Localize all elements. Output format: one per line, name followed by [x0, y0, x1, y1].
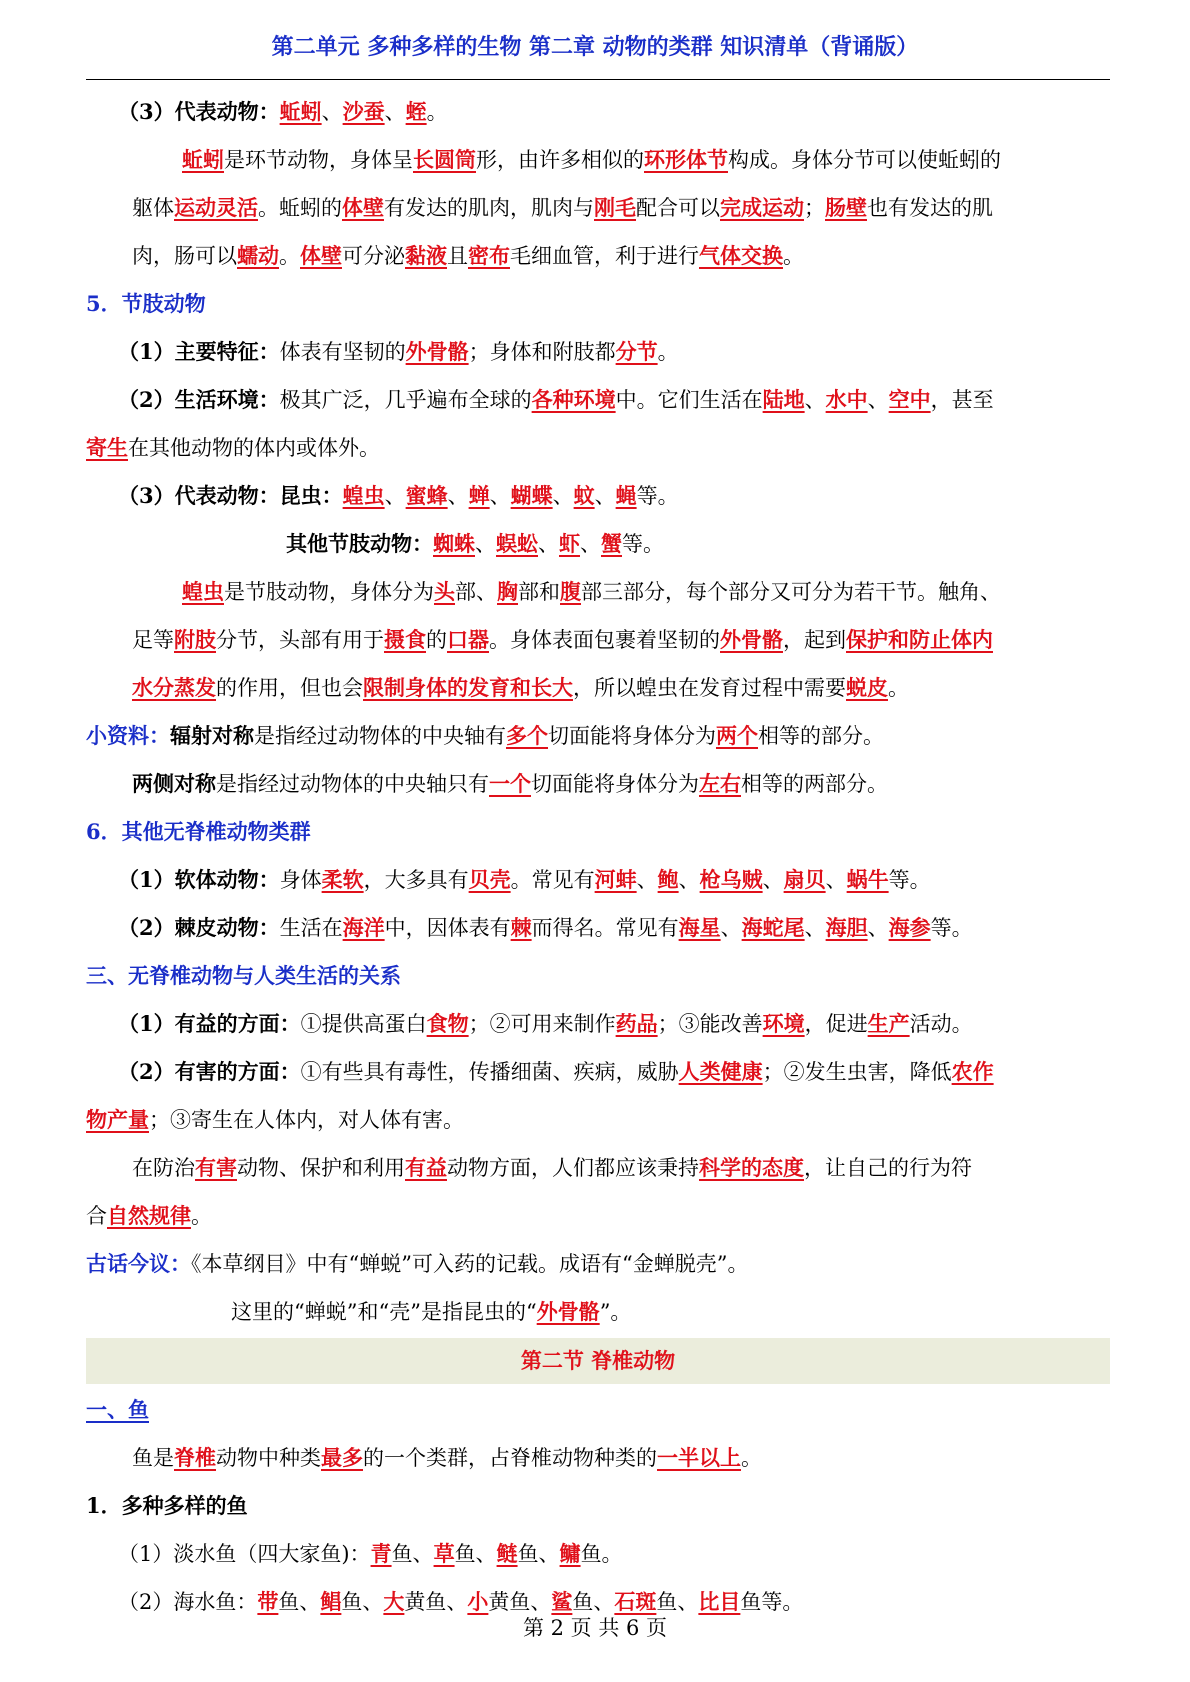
keyword-blank: 蜕皮	[846, 675, 888, 700]
keyword-blank: 多个	[506, 723, 548, 748]
text-run: 。	[657, 340, 679, 364]
keyword-blank: 比目	[698, 1589, 741, 1614]
keyword-blank: 水中	[825, 387, 868, 412]
keyword-blank: 胸	[497, 579, 518, 604]
keyword-blank: 外骨骼	[536, 1299, 600, 1324]
keyword-blank: 两个	[716, 723, 758, 748]
text-line	[86, 184, 1110, 232]
text-line	[86, 568, 1110, 616]
text-run: ，大多具有	[363, 868, 469, 892]
keyword-blank: 带	[257, 1589, 279, 1614]
text-run: 动物方面，人们都应该秉持	[447, 1156, 699, 1180]
text-run: 配合可以	[636, 196, 720, 220]
text-run: 、	[447, 484, 469, 508]
keyword-blank: 柔软	[321, 867, 364, 892]
text-line	[86, 424, 1110, 472]
bold-label: 辐射对称	[170, 723, 254, 748]
bold-label: （1）软体动物：	[118, 867, 280, 892]
text-run: 动物中种类	[216, 1446, 321, 1470]
section-heading-bar	[86, 1338, 1110, 1384]
keyword-blank: 海胆	[825, 915, 868, 940]
keyword-blank: 刚毛	[594, 195, 636, 220]
text-line	[86, 664, 1110, 712]
keyword-blank: 一半以上	[657, 1445, 741, 1470]
text-run: 《本草纲目》中有“蝉蜕”可入药的记载。成语有“金蝉脱壳”。	[191, 1252, 749, 1276]
bold-label: （3）代表动物：昆虫：	[118, 483, 343, 508]
text-run: 构成。身体分节可以使蚯蚓的	[728, 148, 1001, 172]
text-line	[86, 616, 1110, 664]
text-run: 、	[762, 868, 784, 892]
text-run: ”。	[599, 1300, 632, 1324]
keyword-blank: 蛭	[405, 99, 427, 124]
text-run: ；	[804, 196, 825, 220]
keyword-blank: 有益	[405, 1155, 447, 1180]
text-run: 合	[86, 1204, 107, 1228]
text-run: 黄鱼、	[404, 1590, 468, 1614]
text-line	[86, 1000, 1110, 1048]
keyword-blank: 环形体节	[644, 147, 728, 172]
text-run: ；③寄生在人体内，对人体有害。	[149, 1108, 464, 1132]
keyword-blank: 自然规律	[107, 1203, 191, 1228]
keyword-blank: 草	[433, 1541, 455, 1566]
keyword-blank: 海蛇尾	[741, 915, 805, 940]
text-line	[86, 808, 1110, 856]
text-run: 鱼。	[580, 1542, 623, 1566]
keyword-blank: 物产量	[86, 1107, 149, 1132]
text-line	[86, 376, 1110, 424]
section-heading: 一、鱼	[86, 1397, 149, 1422]
text-run: 可分泌	[342, 244, 405, 268]
section-heading: 5．节肢动物	[86, 291, 206, 316]
text-run: 、	[825, 868, 847, 892]
text-run: 有发达的肌肉，肌肉与	[384, 196, 594, 220]
text-run: ，促进	[804, 1012, 868, 1036]
text-line	[86, 760, 1110, 808]
text-run: 、	[804, 388, 826, 412]
text-line	[86, 232, 1110, 280]
text-run: 这里的“蝉蜕”和“壳”是指昆虫的“	[231, 1300, 537, 1324]
text-run: ，让自己的行为符	[804, 1156, 972, 1180]
text-run: 体表有坚韧的	[279, 340, 406, 364]
keyword-blank: 蚯蚓	[182, 147, 224, 172]
text-run: 鱼、	[454, 1542, 497, 1566]
text-run: 在防治	[132, 1156, 195, 1180]
keyword-blank: 贝壳	[468, 867, 511, 892]
text-run: 等。	[888, 868, 931, 892]
keyword-blank: 生产	[867, 1011, 910, 1036]
text-run: 足等	[132, 628, 174, 652]
keyword-blank: 鲢	[496, 1541, 518, 1566]
keyword-blank: 扇贝	[783, 867, 826, 892]
text-line	[86, 520, 1110, 568]
text-run: 活动。	[909, 1012, 973, 1036]
text-run: 、	[636, 868, 658, 892]
keyword-blank: 农作	[951, 1059, 994, 1084]
keyword-blank: 一个	[489, 771, 531, 796]
text-run: ；②可用来制作	[468, 1012, 616, 1036]
text-run: 、	[321, 100, 343, 124]
text-run: 也有发达的肌	[867, 196, 993, 220]
section-heading: 6．其他无脊椎动物类群	[86, 819, 311, 844]
keyword-blank: 海星	[678, 915, 721, 940]
text-line	[86, 88, 1110, 136]
text-run: 的作用，但也会	[216, 676, 363, 700]
text-run: 中。它们生活在	[615, 388, 763, 412]
text-run: 鱼、	[391, 1542, 434, 1566]
keyword-blank: 空中	[888, 387, 931, 412]
text-line	[86, 136, 1110, 184]
section-heading: 古话今议：	[86, 1251, 191, 1276]
keyword-blank: 棘	[510, 915, 532, 940]
text-run: 身体	[279, 868, 322, 892]
text-line	[86, 1482, 1110, 1530]
text-run: 在其他动物的体内或体外。	[128, 436, 380, 460]
keyword-blank: 脊椎	[174, 1445, 216, 1470]
text-line	[86, 1434, 1110, 1482]
keyword-blank: 头	[434, 579, 455, 604]
keyword-blank: 蚊	[573, 483, 595, 508]
text-run: 相等的两部分。	[741, 772, 888, 796]
text-run: 躯体	[132, 196, 174, 220]
keyword-blank: 左右	[699, 771, 741, 796]
keyword-blank: 限制身体的发育和长大	[363, 675, 573, 700]
keyword-blank: 鲍	[657, 867, 679, 892]
text-run: 是指经过动物体的中央轴只有	[216, 772, 489, 796]
text-run: 鱼、	[341, 1590, 384, 1614]
text-run: 中，因体表有	[384, 916, 511, 940]
page-header-title: 第二单元 多种多样的生物 第二章 动物的类群 知识清单（背诵版）	[271, 34, 919, 60]
text-run: 而得名。常见有	[531, 916, 679, 940]
keyword-blank: 沙蚕	[342, 99, 385, 124]
keyword-blank: 虾	[559, 531, 580, 556]
keyword-blank: 蜈蚣	[496, 531, 538, 556]
text-run: 黄鱼、	[488, 1590, 552, 1614]
keyword-blank: 有害	[195, 1155, 237, 1180]
bold-label: （2）棘皮动物：	[118, 915, 280, 940]
keyword-blank: 蟹	[601, 531, 622, 556]
text-run: 、	[538, 532, 559, 556]
keyword-blank: 枪乌贼	[699, 867, 763, 892]
keyword-blank: 运动灵活	[174, 195, 258, 220]
text-run: 、	[552, 484, 574, 508]
keyword-blank: 黏液	[405, 243, 447, 268]
keyword-blank: 蠕动	[237, 243, 279, 268]
text-line	[86, 1192, 1110, 1240]
text-run: （2）海水鱼：	[118, 1590, 258, 1614]
text-line	[86, 1288, 1110, 1336]
keyword-blank: 鲨	[551, 1589, 573, 1614]
text-run: 、	[594, 484, 616, 508]
text-run: 动物、保护和利用	[237, 1156, 405, 1180]
text-run: 是指经过动物体的中央轴有	[254, 724, 506, 748]
text-run: ，起到	[783, 628, 846, 652]
text-line	[86, 328, 1110, 376]
text-run: 鱼等。	[740, 1590, 804, 1614]
keyword-blank: 海洋	[342, 915, 385, 940]
text-run: 。	[279, 244, 300, 268]
document-body	[86, 88, 1110, 1626]
keyword-blank: 蝴蝶	[510, 483, 553, 508]
text-run: 是环节动物，身体呈	[224, 148, 413, 172]
text-run: 。蚯蚓的	[258, 196, 342, 220]
text-line	[86, 856, 1110, 904]
keyword-blank: 气体交换	[699, 243, 783, 268]
text-line	[86, 472, 1110, 520]
text-run: 等。	[622, 532, 664, 556]
keyword-blank: 外骨骼	[405, 339, 469, 364]
text-line	[86, 1096, 1110, 1144]
text-run: ；③能改善	[657, 1012, 763, 1036]
bold-label: （2）有害的方面：	[118, 1059, 301, 1084]
header-divider	[86, 79, 1110, 80]
keyword-blank: 腹	[560, 579, 581, 604]
text-run: 。常见有	[510, 868, 595, 892]
text-run: 且	[447, 244, 468, 268]
text-run: ，所以蝗虫在发育过程中需要	[573, 676, 846, 700]
keyword-blank: 药品	[615, 1011, 658, 1036]
text-run: 、	[804, 916, 826, 940]
keyword-blank: 体壁	[300, 243, 342, 268]
text-run: 、	[475, 532, 496, 556]
text-line	[86, 1386, 1110, 1434]
text-run: 。	[783, 244, 804, 268]
keyword-blank: 保护和防止体内	[846, 627, 993, 652]
text-run: 鱼、	[278, 1590, 321, 1614]
text-run: 部和	[518, 580, 560, 604]
text-run: 第二节 脊椎动物	[520, 1348, 676, 1373]
text-run: 等。	[930, 916, 973, 940]
text-line	[86, 952, 1110, 1000]
text-run: 、	[867, 916, 889, 940]
text-run: （1）淡水鱼（四大家鱼)：	[118, 1542, 371, 1566]
bold-label: 1．多种多样的鱼	[86, 1493, 248, 1518]
keyword-blank: 各种环境	[531, 387, 616, 412]
keyword-blank: 蜜蜂	[405, 483, 448, 508]
keyword-blank: 环境	[762, 1011, 805, 1036]
text-run: 、	[384, 484, 406, 508]
keyword-blank: 食物	[426, 1011, 469, 1036]
text-run: 相等的部分。	[758, 724, 884, 748]
text-line	[86, 1144, 1110, 1192]
text-line	[86, 712, 1110, 760]
keyword-blank: 陆地	[762, 387, 805, 412]
keyword-blank: 外骨骼	[720, 627, 783, 652]
keyword-blank: 肠壁	[825, 195, 867, 220]
text-run: 等。	[636, 484, 679, 508]
text-run: 、	[580, 532, 601, 556]
text-line	[86, 1530, 1110, 1578]
bold-label: 其他节肢动物：	[286, 531, 433, 556]
text-run: 切面能将身体分为	[531, 772, 699, 796]
bold-label: （1）有益的方面：	[118, 1011, 301, 1036]
text-line	[86, 904, 1110, 952]
text-run: 生活在	[279, 916, 343, 940]
text-run: 部三部分，每个部分又可分为若干节。触角、	[581, 580, 1001, 604]
section-heading: 小资料：	[86, 723, 170, 748]
text-run: ①有些具有毒性，传播细菌、疾病，威胁	[300, 1060, 679, 1084]
text-run: 。	[888, 676, 909, 700]
keyword-blank: 海参	[888, 915, 931, 940]
text-run: 鱼是	[132, 1446, 174, 1470]
text-run: 。	[426, 100, 448, 124]
keyword-blank: 蝉	[468, 483, 490, 508]
keyword-blank: 摄食	[384, 627, 426, 652]
keyword-blank: 鳙	[559, 1541, 581, 1566]
text-run: 的一个类群，占脊椎动物种类的	[363, 1446, 657, 1470]
text-run: ；身体和附肢都	[468, 340, 616, 364]
keyword-blank: 人类健康	[678, 1059, 763, 1084]
text-run: 。	[741, 1446, 762, 1470]
keyword-blank: 青	[370, 1541, 392, 1566]
text-run: 的	[426, 628, 447, 652]
text-run: ①提供高蛋白	[300, 1012, 427, 1036]
keyword-blank: 完成运动	[720, 195, 804, 220]
text-run: 鱼、	[656, 1590, 699, 1614]
page-footer-number: 第 2 页 共 6 页	[522, 1616, 668, 1640]
keyword-blank: 密布	[468, 243, 510, 268]
keyword-blank: 最多	[321, 1445, 363, 1470]
section-heading: 三、无脊椎动物与人类生活的关系	[86, 963, 401, 988]
text-run: 切面能将身体分为	[548, 724, 716, 748]
keyword-blank: 分节	[615, 339, 658, 364]
keyword-blank: 寄生	[86, 435, 128, 460]
bold-label: （2）生活环境：	[118, 387, 280, 412]
keyword-blank: 蜘蛛	[433, 531, 475, 556]
text-run: 。身体表面包裹着坚韧的	[489, 628, 720, 652]
text-line	[86, 1048, 1110, 1096]
text-run: 形，由许多相似的	[476, 148, 644, 172]
text-run: 、	[720, 916, 742, 940]
text-run: 肉，肠可以	[132, 244, 237, 268]
text-run: 部、	[455, 580, 497, 604]
text-line	[86, 1240, 1110, 1288]
keyword-blank: 蝗虫	[182, 579, 224, 604]
keyword-blank: 河蚌	[594, 867, 637, 892]
keyword-blank: 蝗虫	[342, 483, 385, 508]
text-run: 分节，头部有用于	[216, 628, 384, 652]
text-run: 、	[678, 868, 700, 892]
text-run: 毛细血管，利于进行	[510, 244, 699, 268]
keyword-blank: 石斑	[614, 1589, 657, 1614]
keyword-blank: 体壁	[342, 195, 384, 220]
keyword-blank: 蚯蚓	[279, 99, 322, 124]
text-run: 。	[191, 1204, 212, 1228]
text-run: ，甚至	[930, 388, 994, 412]
keyword-blank: 长圆筒	[413, 147, 476, 172]
text-run: 鱼、	[572, 1590, 615, 1614]
keyword-blank: 鲳	[320, 1589, 342, 1614]
keyword-blank: 大	[383, 1589, 405, 1614]
text-run: 、	[867, 388, 889, 412]
text-run: 鱼、	[517, 1542, 560, 1566]
text-run: 是节肢动物，身体分为	[224, 580, 434, 604]
text-run: 极其广泛，几乎遍布全球的	[279, 388, 532, 412]
keyword-blank: 蝇	[615, 483, 637, 508]
bold-label: （3）代表动物：	[118, 99, 280, 124]
keyword-blank: 附肢	[174, 627, 216, 652]
keyword-blank: 水分蒸发	[132, 675, 216, 700]
bold-label: （1）主要特征：	[118, 339, 280, 364]
keyword-blank: 口器	[447, 627, 489, 652]
keyword-blank: 小	[467, 1589, 489, 1614]
text-line	[86, 280, 1110, 328]
keyword-blank: 蜗牛	[846, 867, 889, 892]
keyword-blank: 科学的态度	[699, 1155, 804, 1180]
bold-label: 两侧对称	[132, 771, 216, 796]
text-run: 、	[384, 100, 406, 124]
text-run: 、	[489, 484, 511, 508]
text-run: ；②发生虫害，降低	[762, 1060, 952, 1084]
